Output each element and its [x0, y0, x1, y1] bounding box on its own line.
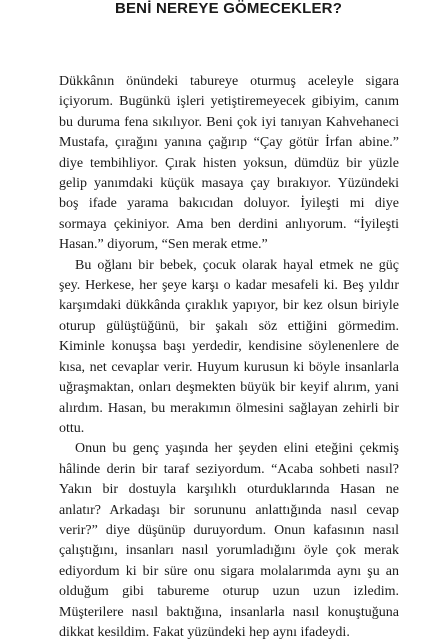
paragraph: Bu oğlanı bir bebek, çocuk olarak hayal etmek ne güç şey. Herkese, her şeye karşı o kadar mesafeli ki. Beş yıldır karşımdaki dükkânda çıraklık yapıyor, bir kez olsun biriyle oturup gülüştüğünü, bir şakalı söz ettiğini görmedim. Kiminle konuşsa başı yerdedir, kendisine söylenenlere de kısa, net cevaplar verir. Huyum kurusun ki böyle insanlarla uğraşmaktan, onları deşmekten büyük bir keyif alırım, yani alırdım. Hasan, bu merakımın ölmesini sağlayan zehirli bir ottu.: [59, 257, 399, 436]
running-head: BENİ NEREYE GÖMECEKLER?: [114, 0, 343, 17]
paragraph: Dükkânın önündeki tabureye oturmuş aceleyle sigara içiyorum. Bugünkü işleri yetiştiremeyecek gibiyim, canım bu duruma fena sıkılıyor. Beni çok iyi tanıyan Kahvehaneci Mustafa, çırağını yanına çağırıp “Çay götür İrfan abine.” diye tembihliyor. Çırak histen yoksun, dümdüz bir yüzle gelip yanımdaki küçük masaya çay bırakıyor. Yüzündeki boş ifade yarama bakıcıdan doluyor. İyileşti mi diye sormaya çekiniyor. Ama ben derdini anlıyorum. “İyileşti Hasan.” diyorum, “Sen merak etme.”: [59, 74, 399, 253]
body-text: [59, 72, 399, 643]
paragraph: Onun bu genç yaşında her şeyden elini eteğini çekmiş hâlinde derin bir taraf seziyordum. “Acaba sohbeti nasıl? Yakın bir dostuyla karşılıklı oturduklarında Hasan ne anlatır? Arkadaşı bir sorununu anlattığında nasıl cevap verir?” diye düşünüp duruyordum. Onun kafasının nasıl çalıştığını, insanları nasıl yorumladığını öyle çok merak ediyordum ki bir süre onu sigara molalarımda aynı şu an olduğum gibi tabureme oturup uzun uzun izledim. Müşterilere nasıl baktığına, insanlarla nasıl konuştuğuna dikkat kesildim. Fakat yüzündeki hep aynı ifadeydi.: [59, 441, 399, 640]
